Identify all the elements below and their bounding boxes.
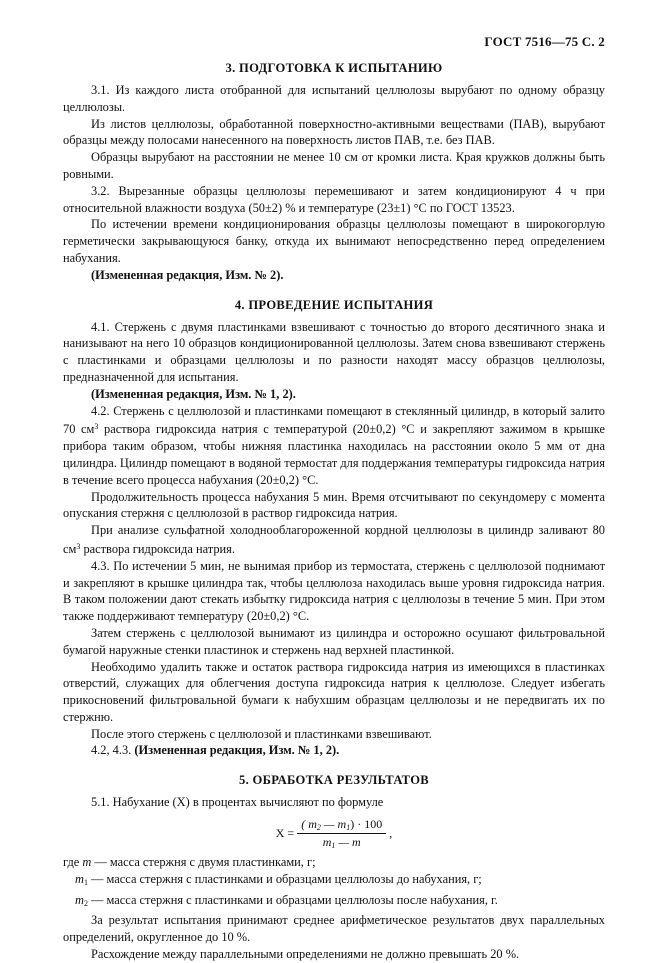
para-5-result: За результат испытания принимают среднее арифметическое результатов двух параллельных определений, округленное до 10 %.: [63, 913, 605, 945]
para-4-3: 4.3. По истечении 5 мин, не вынимая прибор из термостата, стержень с целлюлозой поднимают и закрепляют в крышке цилиндра так, чтобы целлюлоза находилась выше уровня гидроксида натрия. В таком положении дают стекать избытку гидроксида натрия с целлюлозы в течение 5 мин. При этом также поддерживают температуру (20±0,2) °С.: [63, 558, 605, 624]
para-3-1-distance: Образцы вырубают на расстоянии не менее 10 см от кромки листа. Края кружков должны быть ровными.: [63, 150, 605, 181]
para-5-discrepancy: Расхождение между параллельными определениями не должно превышать 20 %.: [91, 947, 520, 962]
amendment-note-4-2-4-3: 4.2, 4.3. (Измененная редакция, Изм. № 1, 2).: [91, 743, 340, 758]
para-3-2: 3.2. Вырезанные образцы целлюлозы перемешивают и затем кондиционируют 4 ч при относительной влажности воздуха (50±2) % и температуре (23±1) °С по ГОСТ 13523.: [63, 183, 605, 215]
formula-fraction: [297, 817, 386, 850]
formula-denominator: $m_1$ — m: [322, 835, 361, 851]
para-4-3-weigh: После этого стержень с целлюлозой и пластинками взвешивают.: [91, 726, 432, 741]
para-3-1: 3.1. Из каждого листа отобранной для испытаний целлюлозы вырубают по одному образцу целлюлозы.: [63, 83, 605, 114]
running-header: ГОСТ 7516—75 С. 2: [484, 34, 605, 49]
variable-definitions: [63, 854, 605, 912]
definition-m: где m — масса стержня с двумя пластинками, г;: [63, 855, 316, 870]
para-4-3-dry: Затем стержень с целлюлозой вынимают из цилиндра и осторожно осушают фильтровальной бумагой наружные стенки пластинок и стержень над верхней пластинкой.: [63, 625, 605, 657]
definition-m1: $m_1$ — масса стержня с пластинками и образцами целлюлозы до набухания, г;: [75, 871, 482, 887]
para-4-3-remove: Необходимо удалить также и остаток раствора гидроксида натрия из имеющихся в пластинках отверстий, служащих для облегчения доступа гидроксида натрия к целлюлозе. Следует избегать прикосновений фильтровальной бумаги к набухшим образцам целлюлозы и не передвигать их по стержню.: [63, 659, 605, 724]
section-3-title: 3. ПОДГОТОВКА К ИСПЫТАНИЮ: [225, 61, 443, 75]
section-5-title: 5. ОБРАБОТКА РЕЗУЛЬТАТОВ: [238, 773, 429, 788]
para-4-2: 4.2. Стержень с целлюлозой и пластинками помещают в стеклянный цилиндр, в который залито 70 $см^3$ раствора гидроксида натрия с температурой (20±0,2) °С и закрепляют зажимом в крышке прибора таким образом, чтобы нижняя пластинка находилась на расстоянии около 5 мм от дна цилиндра. Цилиндр помещают в водяной термостат для поддержания температуры гидроксида натрия в течение всего процесса набухания (20±0,2) °С.: [63, 403, 605, 487]
para-4-1: 4.1. Стержень с двумя пластинками взвешивают с точностью до второго десятичного знака и нанизывают на него 10 образцов кондиционированной целлюлозы. Затем снова взвешивают стержень с пластинками и образцами целлюлозы и по разности находят массу образцов целлюлозы, предназначенной для испытания.: [63, 319, 605, 384]
para-3-1-pav: Из листов целлюлозы, обработанной поверхностно-активными веществами (ПАВ), вырубают образцы между полосами нанесенного на поверхность листов ПАВ, т.е. без ПАВ.: [63, 116, 605, 148]
para-5-1: 5.1. Набухание (X) в процентах вычисляют по формуле: [91, 795, 384, 810]
amendment-note-3: (Измененная редакция, Изм. № 2).: [91, 267, 284, 282]
section-4-title: 4. ПРОВЕДЕНИЕ ИСПЫТАНИЯ: [234, 297, 434, 312]
definition-m2: $m_2$ — масса стержня с пластинками и образцами целлюлозы после набухания, г.: [75, 892, 498, 908]
para-4-2-duration: Продолжительность процесса набухания 5 мин. Время отсчитывают по секундомеру с момента опускания стержня с целлюлозой в раствор гидроксида натрия.: [63, 489, 605, 521]
para-3-2-storage: По истечении времени кондиционирования образцы целлюлозы помещают в широкогорлую герметически закрывающуюся банку, откуда их вынимают непосредственно перед определением набухания.: [63, 217, 605, 265]
document-page: [63, 0, 605, 963]
para-4-2-sulfate: При анализе сульфатной холоднооблагороженной кордной целлюлозы в цилиндр заливают 80 $см^3$ раствора гидроксида натрия.: [63, 523, 605, 556]
amendment-note-4-1: (Измененная редакция, Изм. № 1, 2).: [91, 386, 296, 401]
swelling-formula: X = $\frac{( m_2 — m_1) \cdot 100}{m_1 — m}$ ,: [275, 817, 393, 851]
formula-numerator: ( $m_2$ — $m_1) \cdot 100$: [297, 817, 386, 834]
